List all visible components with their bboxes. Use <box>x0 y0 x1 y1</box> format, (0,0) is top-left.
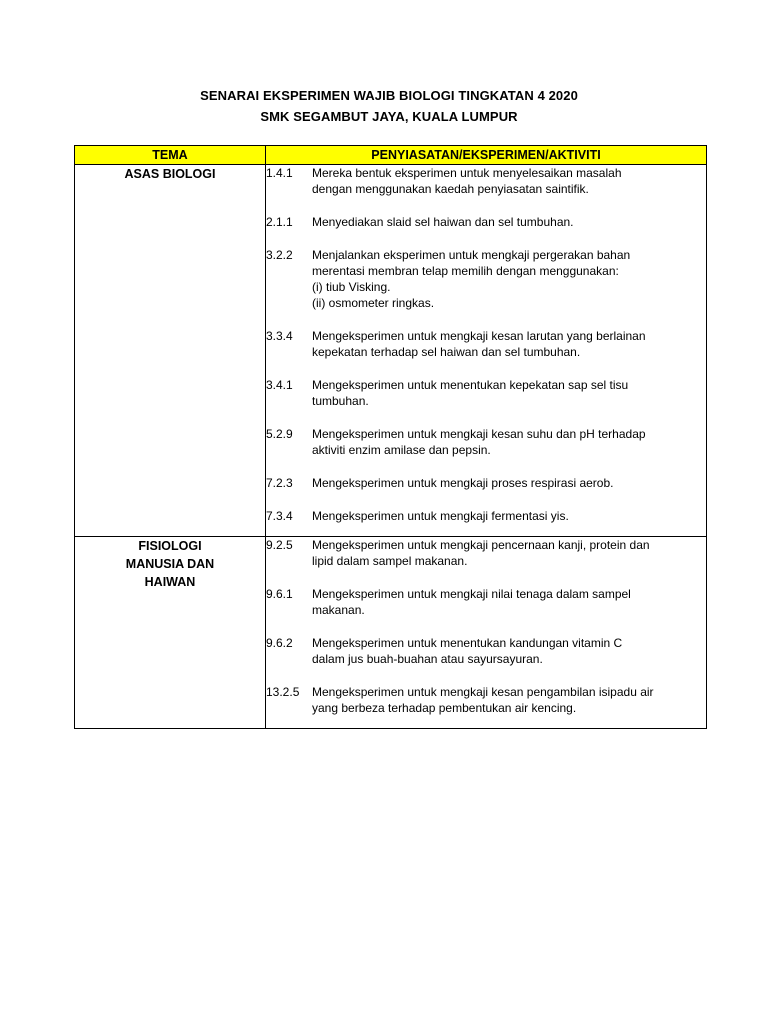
description-line: Mengeksperimen untuk menentukan kandungan vitamin C <box>312 636 623 650</box>
item-description <box>312 377 706 409</box>
item-description <box>312 328 706 360</box>
item-code: 2.1.1 <box>266 215 293 229</box>
item-code: 3.4.1 <box>266 378 293 392</box>
item-description <box>312 635 706 667</box>
tema-label: HAIWAN <box>144 575 196 589</box>
item-code: 13.2.5 <box>266 685 300 699</box>
item-description <box>312 684 706 716</box>
description-line: (i) tiub Visking. <box>312 280 391 294</box>
table-row <box>75 165 707 537</box>
item-description <box>312 475 706 491</box>
table-header-row <box>75 146 707 165</box>
list-item <box>266 586 706 618</box>
tema-label: FISIOLOGI <box>138 539 202 553</box>
list-item <box>266 684 706 716</box>
item-code: 9.2.5 <box>266 538 293 552</box>
header-aktiviti: PENYIASATAN/EKSPERIMEN/AKTIVITI <box>266 146 707 165</box>
item-description <box>312 537 706 569</box>
item-description <box>312 426 706 458</box>
list-item <box>266 377 706 409</box>
item-code: 1.4.1 <box>266 166 293 180</box>
item-description <box>312 165 706 197</box>
item-description <box>312 508 706 524</box>
item-code: 7.2.3 <box>266 476 293 490</box>
activity-cell <box>266 537 707 729</box>
description-line: makanan. <box>312 603 365 617</box>
description-line: Mengeksperimen untuk mengkaji kesan larutan yang berlainan <box>312 329 646 343</box>
item-code: 7.3.4 <box>266 509 293 523</box>
experiment-table <box>74 145 707 729</box>
description-line: merentasi membran telap memilih dengan menggunakan: <box>312 264 619 278</box>
description-line: Mengeksperimen untuk mengkaji kesan suhu dan pH terhadap <box>312 427 646 441</box>
tema-label: MANUSIA DAN <box>125 557 215 571</box>
list-item <box>266 635 706 667</box>
description-line: aktiviti enzim amilase dan pepsin. <box>312 443 491 457</box>
tema-cell <box>75 537 266 729</box>
list-item <box>266 328 706 360</box>
item-description <box>312 247 706 311</box>
description-line: kepekatan terhadap sel haiwan dan sel tumbuhan. <box>312 345 581 359</box>
description-line: Mereka bentuk eksperimen untuk menyelesaikan masalah <box>312 166 622 180</box>
table-row <box>75 537 707 729</box>
item-code: 3.3.4 <box>266 329 293 343</box>
description-line: (ii) osmometer ringkas. <box>312 296 435 310</box>
item-description <box>312 214 706 230</box>
item-code: 9.6.2 <box>266 636 293 650</box>
description-line: dengan menggunakan kaedah penyiasatan saintifik. <box>312 182 589 196</box>
list-item <box>266 165 706 197</box>
tema-cell <box>75 165 266 537</box>
description-line: Mengeksperimen untuk mengkaji nilai tenaga dalam sampel <box>312 587 631 601</box>
description-line: Mengeksperimen untuk mengkaji pencernaan kanji, protein dan <box>312 538 650 552</box>
activity-cell <box>266 165 707 537</box>
item-code: 9.6.1 <box>266 587 293 601</box>
list-item <box>266 537 706 569</box>
document-title: SENARAI EKSPERIMEN WAJIB BIOLOGI TINGKATAN 4 2020 <box>200 88 578 103</box>
description-line: dalam jus buah-buahan atau sayursayuran. <box>312 652 543 666</box>
item-code: 5.2.9 <box>266 427 293 441</box>
school-name: SMK SEGAMBUT JAYA, KUALA LUMPUR <box>260 109 518 124</box>
description-line: Mengeksperimen untuk mengkaji fermentasi yis. <box>312 509 569 523</box>
description-line: yang berbeza terhadap pembentukan air kencing. <box>312 701 577 715</box>
list-item <box>266 247 706 311</box>
description-line: tumbuhan. <box>312 394 369 408</box>
list-item <box>266 508 706 524</box>
list-item <box>266 214 706 230</box>
description-line: Menjalankan eksperimen untuk mengkaji pergerakan bahan <box>312 248 631 262</box>
header-tema: TEMA <box>75 146 266 165</box>
item-description <box>312 586 706 618</box>
list-item <box>266 426 706 458</box>
description-line: Menyediakan slaid sel haiwan dan sel tumbuhan. <box>312 215 574 229</box>
table-body <box>75 165 707 729</box>
description-line: Mengeksperimen untuk mengkaji kesan pengambilan isipadu air <box>312 685 654 699</box>
description-line: Mengeksperimen untuk mengkaji proses respirasi aerob. <box>312 476 614 490</box>
list-item <box>266 475 706 491</box>
tema-label: ASAS BIOLOGI <box>124 167 216 181</box>
description-line: Mengeksperimen untuk menentukan kepekatan sap sel tisu <box>312 378 629 392</box>
description-line: lipid dalam sampel makanan. <box>312 554 468 568</box>
item-code: 3.2.2 <box>266 248 293 262</box>
